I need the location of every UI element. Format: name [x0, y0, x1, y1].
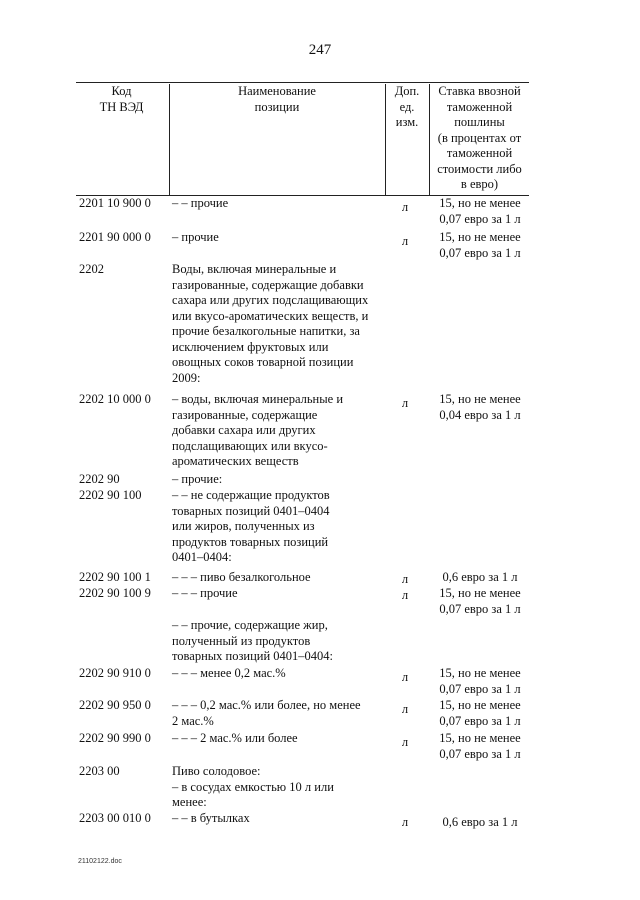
- row-name: – – прочие: [172, 196, 229, 210]
- header-name: Наименование позиции: [238, 84, 316, 114]
- row-name: – прочие:: [172, 472, 223, 486]
- row-unit: л: [401, 588, 409, 602]
- row-code: 2202 90 950 0: [79, 698, 151, 712]
- row-rate: 15, но не менее 0,07 евро за 1 л: [439, 666, 521, 696]
- row-unit: л: [401, 572, 409, 586]
- row-code: 2202 90: [79, 472, 120, 486]
- header-rate: Ставка ввозной таможенной пошлины (в процентах от таможенной стоимости либо в евро): [437, 84, 522, 191]
- row-code: 2201 10 900 0: [79, 196, 151, 210]
- row-code: 2203 00 010 0: [79, 811, 151, 825]
- page-number: 247: [308, 42, 332, 58]
- row-rate: 15, но не менее 0,07 евро за 1 л: [439, 731, 521, 761]
- row-code: 2201 90 000 0: [79, 230, 151, 244]
- row-name: – – – прочие: [172, 586, 238, 600]
- row-unit: л: [401, 815, 409, 829]
- row-code: 2202 90 100 1: [79, 570, 151, 584]
- row-code: 2202 90 100 9: [79, 586, 151, 600]
- row-name: – прочие: [172, 230, 219, 244]
- row-unit: л: [401, 396, 409, 410]
- row-code: 2202: [79, 262, 104, 276]
- row-rate: 15, но не менее 0,07 евро за 1 л: [439, 586, 521, 616]
- row-code: 2202 90 990 0: [79, 731, 151, 745]
- row-rate: 15, но не менее 0,07 евро за 1 л: [439, 230, 521, 260]
- row-rate: 15, но не менее 0,07 евро за 1 л: [439, 196, 521, 226]
- row-name: – воды, включая минеральные и газированные, содержащие добавки сахара или других подслащивающих или вкусо- ароматических веществ: [172, 392, 344, 468]
- row-name: – – прочие, содержащие жир, полученный из продуктов товарных позиций 0401–0404:: [172, 618, 334, 663]
- row-rate: 15, но не менее 0,04 евро за 1 л: [439, 392, 521, 422]
- row-code: 2202 90 910 0: [79, 666, 151, 680]
- row-code: 2202 90 100: [79, 488, 142, 502]
- row-name: – – – пиво безалкогольное: [172, 570, 311, 584]
- row-rate: 0,6 евро за 1 л: [442, 815, 518, 829]
- row-unit: л: [401, 702, 409, 716]
- table-header: [76, 84, 529, 196]
- header-unit: Доп. ед. изм.: [394, 84, 420, 129]
- row-rate: 15, но не менее 0,07 евро за 1 л: [439, 698, 521, 728]
- row-name: – – не содержащие продуктов товарных позиций 0401–0404 или жиров, полученных из продуктов товарных позиций 0401–0404:: [172, 488, 330, 564]
- row-unit: л: [401, 735, 409, 749]
- row-unit: л: [401, 234, 409, 248]
- footer-filename: 21102122.doc: [78, 858, 122, 865]
- row-rate: 0,6 евро за 1 л: [442, 570, 518, 584]
- row-code: 2202 10 000 0: [79, 392, 151, 406]
- row-name: Воды, включая минеральные и газированные, содержащие добавки сахара или других подслащивающих или вкусо-ароматических веществ, и прочие безалкогольные напитки, за исключением фруктовых или овощных соков товарной позиции 2009:: [172, 262, 369, 385]
- row-name: – – в бутылках: [172, 811, 250, 825]
- row-name: – – – 2 мас.% или более: [172, 731, 298, 745]
- header-code: Код ТН ВЭД: [99, 84, 144, 114]
- row-name: – – – менее 0,2 мас.%: [172, 666, 286, 680]
- row-code: 2203 00: [79, 764, 120, 778]
- row-unit: л: [401, 670, 409, 684]
- row-name: Пиво солодовое: – в сосудах емкостью 10 л или менее:: [172, 764, 334, 809]
- row-name: – – – 0,2 мас.% или более, но менее 2 мас.%: [172, 698, 361, 728]
- row-unit: л: [401, 200, 409, 214]
- header-top-rule: [76, 82, 529, 83]
